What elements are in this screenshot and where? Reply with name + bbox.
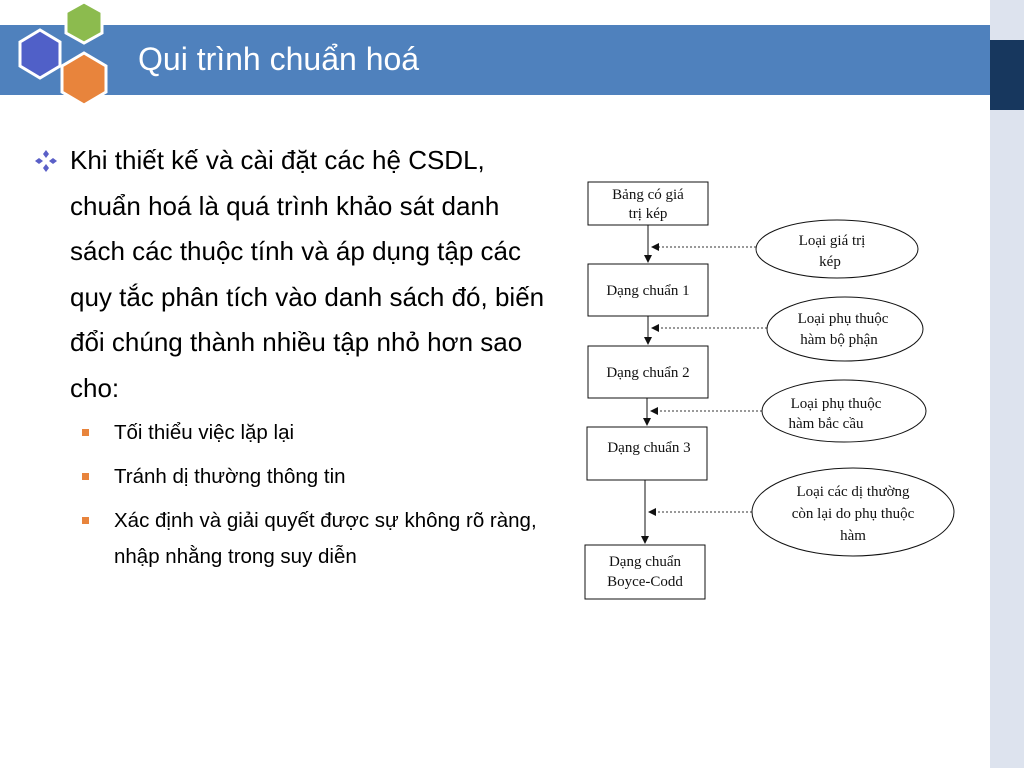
ellipse-label: hàm bắc cầu	[788, 416, 864, 432]
box-label: Dạng chuẩn 2	[606, 365, 690, 381]
flow-ellipse	[767, 297, 923, 361]
sub-bullet-item: Tránh dị thường thông tin	[114, 459, 554, 495]
ellipse-label: hàm	[840, 528, 866, 544]
sub-bullet-item: Tối thiểu việc lặp lại	[114, 415, 554, 451]
main-bullet-text: Khi thiết kế và cài đặt các hệ CSDL, chuẩn hoá là quá trình khảo sát danh sách các thuộc tính và áp dụng tập các quy tắc phân tích vào danh sách đó, biến đổi chúng thành nhiều tập nhỏ hơn sao cho:	[70, 145, 545, 403]
right-side-strip	[990, 0, 1024, 768]
ellipse-label: kép	[819, 254, 841, 270]
ellipse-label: hàm bộ phận	[800, 332, 878, 348]
ellipse-label: Loại phụ thuộc	[790, 396, 882, 412]
ellipse-label: Loại các dị thường	[796, 484, 910, 500]
box-label: Dạng chuẩn 1	[606, 283, 690, 299]
ellipse-label: còn lại do phụ thuộc	[791, 506, 915, 522]
ellipse-label: Loại phụ thuộc	[797, 311, 889, 327]
box-label: Boyce-Codd	[607, 574, 683, 590]
box-label: trị kép	[628, 206, 668, 222]
box-label: Dạng chuẩn 3	[607, 440, 691, 456]
box-label: Bảng có giá	[612, 187, 684, 203]
slide-title: Qui trình chuẩn hoá	[138, 41, 420, 77]
right-side-accent-block	[990, 40, 1024, 110]
box-label: Dạng chuẩn	[608, 554, 682, 570]
sub-bullet-item: Xác định và giải quyết được sự không rõ ràng, nhập nhằng trong suy diễn	[114, 503, 554, 575]
ellipse-label: Loại giá trị	[798, 233, 866, 249]
